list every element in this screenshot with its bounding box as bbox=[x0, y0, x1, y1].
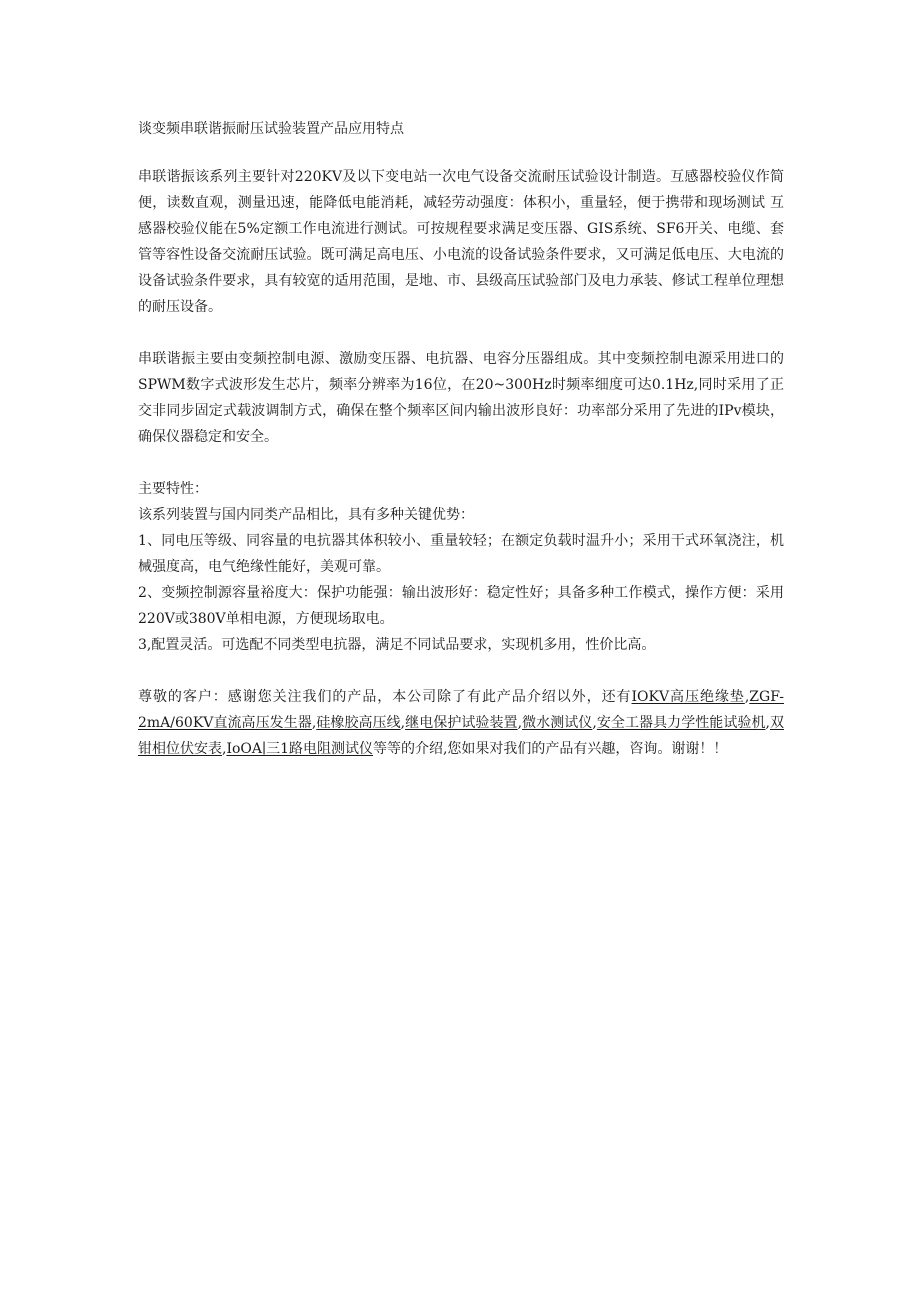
document-page bbox=[138, 116, 784, 788]
link-separator: , bbox=[517, 715, 523, 731]
link-separator: , bbox=[744, 689, 750, 705]
product-link-safety-tool-tester[interactable]: 安全工器具力学性能试验机 bbox=[596, 715, 766, 731]
feature-item-1: 1、同电压等级、同容量的电抗器其体积较小、重量较轻；在额定负载时温升小；采用干式环氧浇注，机械强度高，电气绝缘性能好，美观可靠。 bbox=[138, 533, 784, 575]
link-separator: , bbox=[222, 741, 227, 757]
features-heading: 主要特性： bbox=[138, 481, 208, 497]
product-link-resistance-tester[interactable]: IoOA∣三1路电阻测试仪 bbox=[226, 741, 373, 757]
features-subheading: 该系列装置与国内同类产品相比，具有多种关键优势： bbox=[138, 507, 474, 523]
document-title: 谈变频串联谐振耐压试验装置产品应用特点 bbox=[138, 121, 404, 137]
link-separator: , bbox=[592, 715, 597, 731]
closing-suffix: 等等的介绍,您如果对我们的产品有兴趣，咨询。谢谢！！ bbox=[372, 741, 728, 757]
intro-paragraph: 串联谐振该系列主要针对220KV及以下变电站一次电气设备交流耐压试验设计制造。互感器校验仪作简便，读数直观，测量迅速，能降低电能消耗，减轻劳动强度：体积小，重量轻，便于携带和现场测试 互感器校验仪能在5%定额工作电流进行测试。可按规程要求满足变压器、GIS系统、SF6开关、电缆、套管等容性设备交流耐压试验。既可满足高电压、小电流的设备试验条件要求，又可满足低电压、大电流的设备试验条件要求，具有较宽的适用范围，是地、市、县级高压试验部门及电力承装、修试工程单位理想的耐压设备。 bbox=[138, 169, 784, 315]
link-separator: , bbox=[400, 715, 406, 731]
feature-item-2: 2、变频控制源容量裕度大：保护功能强：输出波形好：稳定性好；具备多种工作模式，操作方便：采用220V或380V单相电源，方便现场取电。 bbox=[138, 585, 784, 627]
link-separator: , bbox=[311, 715, 317, 731]
closing-paragraph bbox=[138, 684, 784, 762]
product-link-dc-generator[interactable]: ZGF-2mA/60KV直流高压发生器 bbox=[138, 689, 785, 731]
product-link-silicone-cable[interactable]: 硅橡胶高压线 bbox=[316, 715, 401, 731]
product-link-insulation-mat[interactable]: IOKV高压绝缘垫 bbox=[631, 689, 745, 705]
link-separator: , bbox=[765, 715, 770, 731]
product-link-phase-volt-ampere-meter[interactable]: 双钳相位伏安表 bbox=[138, 715, 785, 757]
closing-prefix: 尊敬的客户：感谢您关注我们的产品，本公司除了有此产品介绍以外，还有 bbox=[138, 689, 632, 705]
product-link-relay-tester[interactable]: 继电保护试验装置 bbox=[405, 715, 518, 731]
product-link-micro-water-tester[interactable]: 微水测试仪 bbox=[522, 715, 593, 731]
features-section bbox=[138, 476, 784, 658]
feature-item-3: 3,配置灵活。可选配不同类型电抗器，满足不同试品要求，实现机多用，性价比高。 bbox=[138, 637, 656, 653]
composition-paragraph: 串联谐振主要由变频控制电源、激励变压器、电抗器、电容分压器组成。其中变频控制电源采用进口的SPWM数字式波形发生芯片，频率分辨率为16位，在20~300Hz时频率细度可达0.1Hz,同时采用了正交非同步固定式载波调制方式，确保在整个频率区间内输出波形良好：功率部分采用了先进的IPv模块，确保仪器稳定和安全。 bbox=[138, 351, 784, 445]
